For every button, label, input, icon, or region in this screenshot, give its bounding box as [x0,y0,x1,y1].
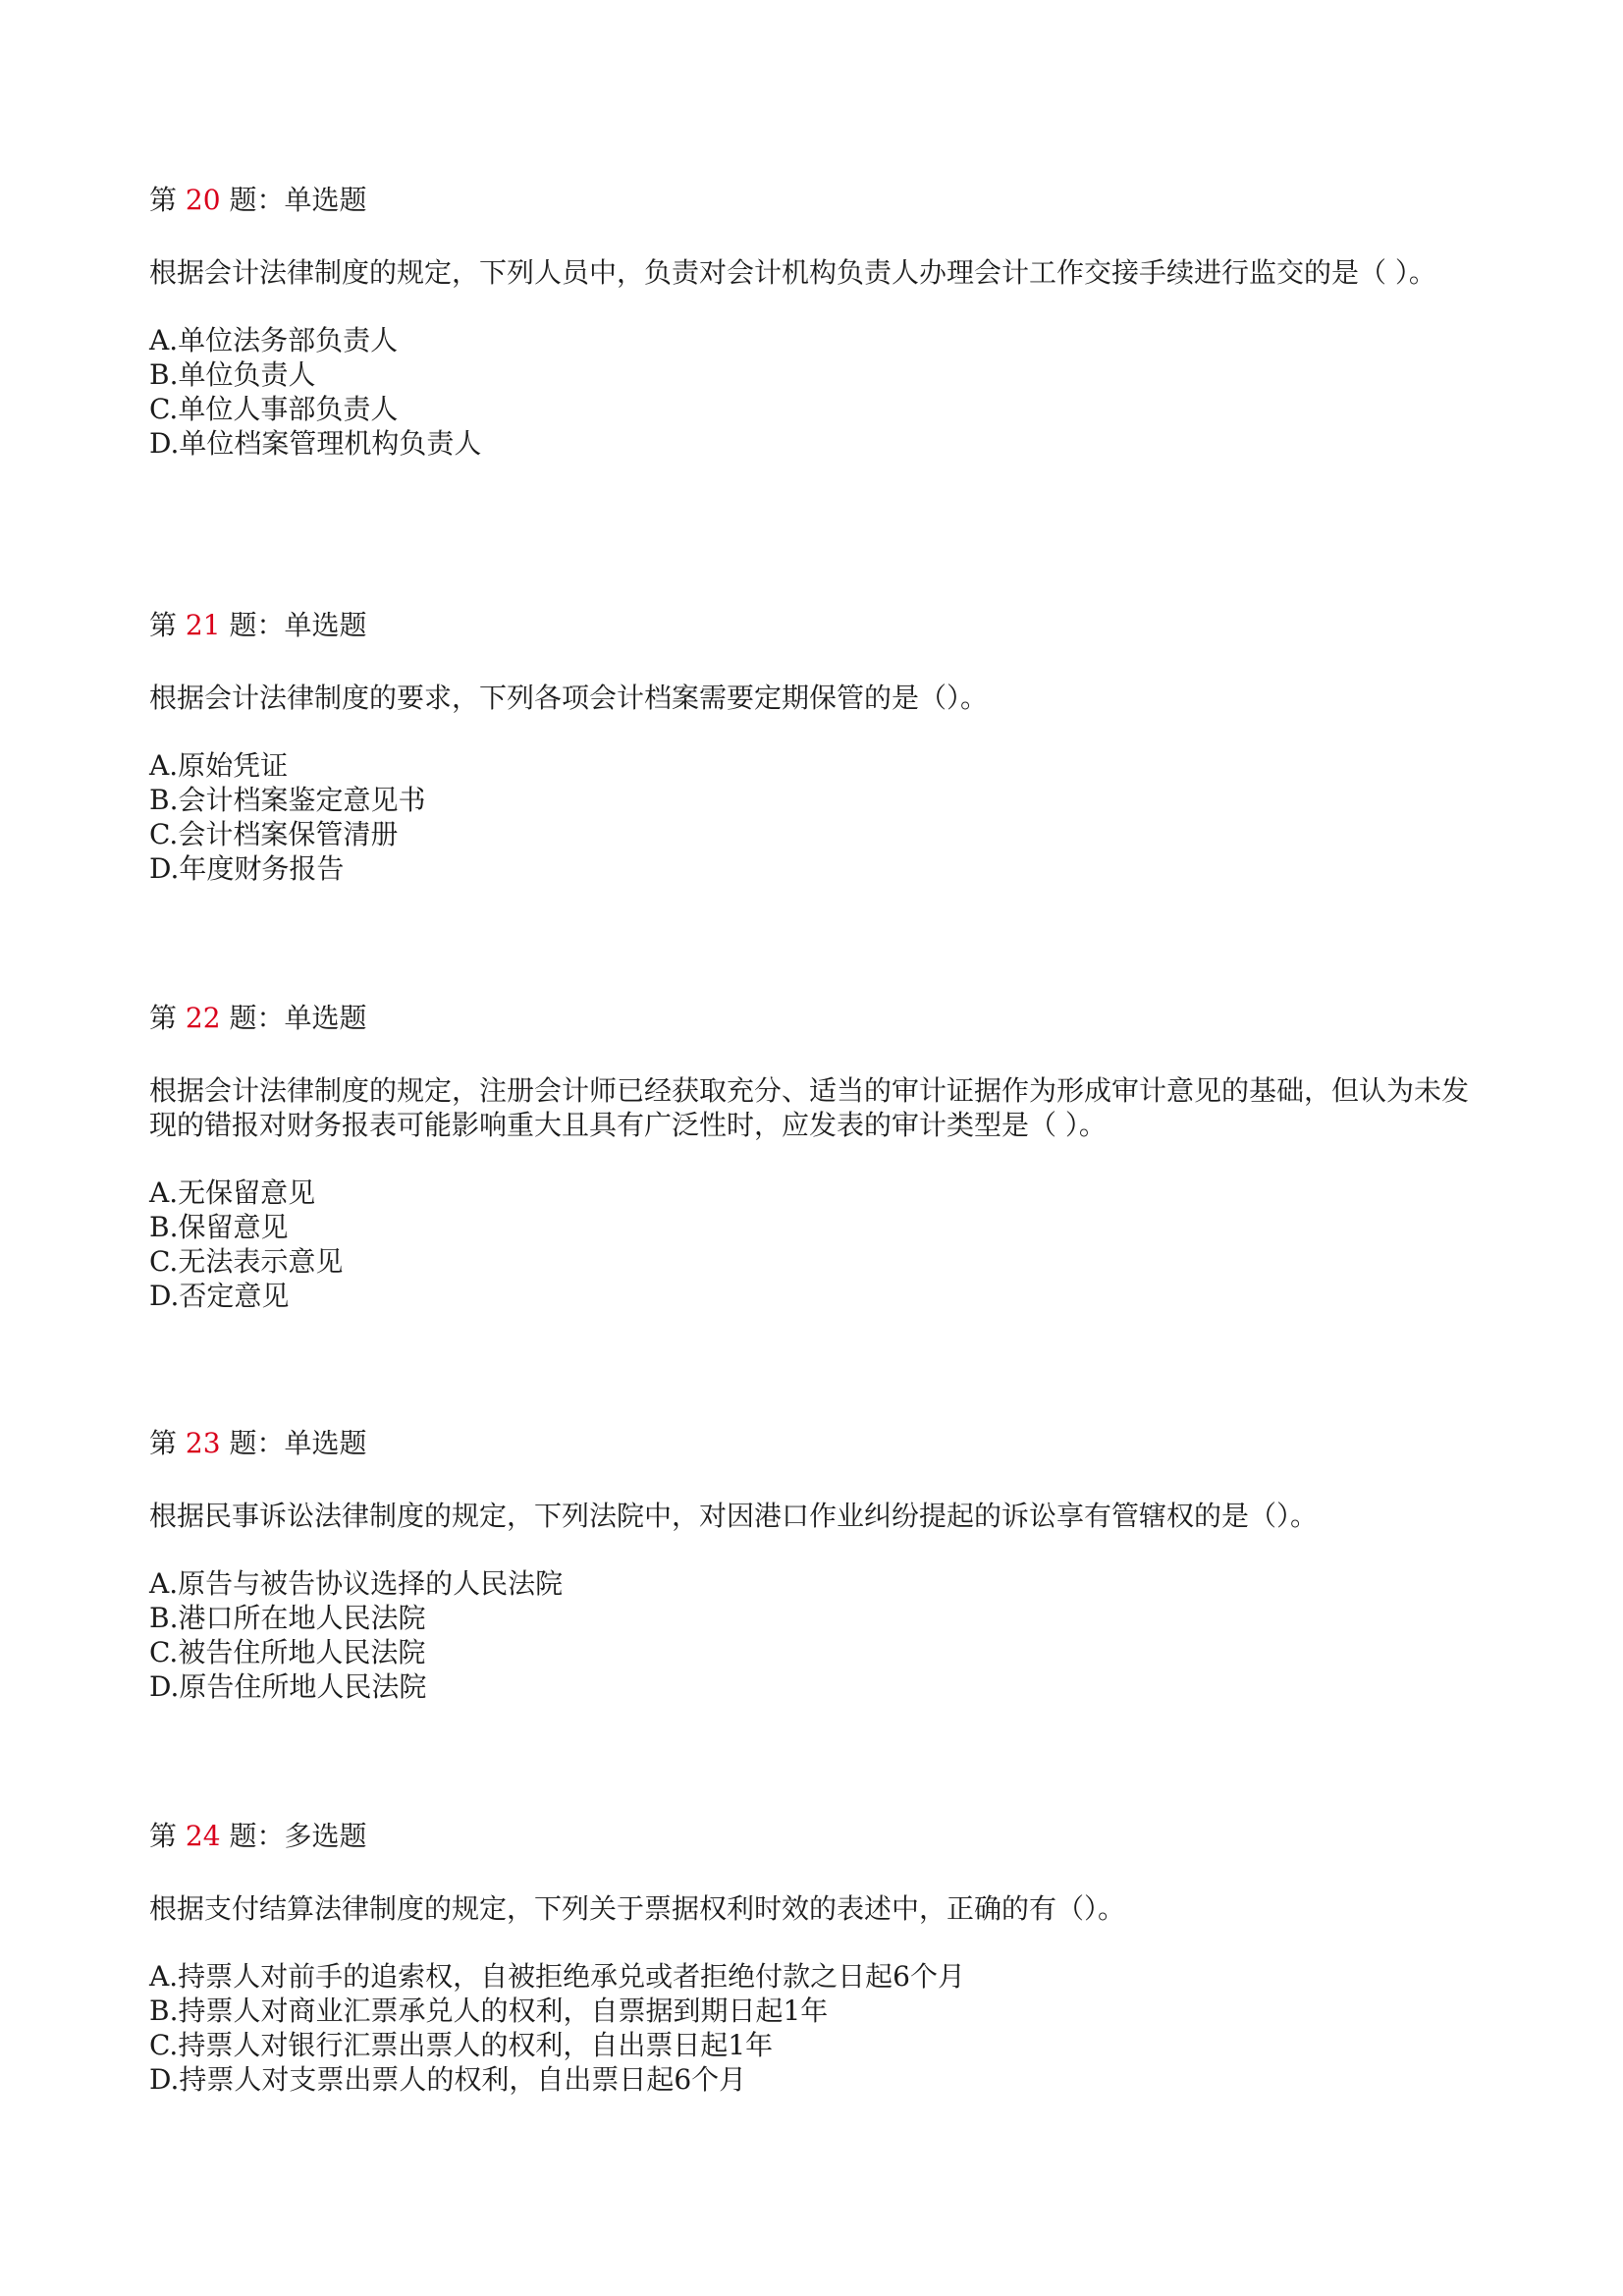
option-d: D.年度财务报告 [149,852,345,885]
question-stem: 根据会计法律制度的规定，注册会计师已经获取充分、适当的审计证据作为形成审计意见的基础，但认为未发现的错报对财务报表可能影响重大且具有广泛性时，应发表的审计类型是（ ）。 [149,1074,1470,1141]
question-stem: 根据民事诉讼法律制度的规定，下列法院中，对因港口作业纠纷提起的诉讼享有管辖权的是（）。 [149,1500,1319,1532]
option-list [149,323,1524,461]
option-list [149,1959,1524,2097]
question-stem: 根据会计法律制度的要求，下列各项会计档案需要定期保管的是（）。 [149,682,989,714]
option-b: B.会计档案鉴定意见书 [149,784,426,816]
option-d: D.持票人对支票出票人的权利，自出票日起6个月 [149,2063,747,2096]
question-header: 第 21 题：单选题 [149,609,367,641]
option-list [149,1175,1524,1313]
question-header: 第 24 题：多选题 [149,1820,367,1852]
option-b: B.保留意见 [149,1211,289,1243]
question-20 [149,184,1524,461]
question-22 [149,1002,1524,1313]
option-a: A.原告与被告协议选择的人民法院 [149,1567,564,1600]
option-a: A.持票人对前手的追索权，自被拒绝承兑或者拒绝付款之日起6个月 [149,1960,965,1993]
question-number: 23 [185,1427,221,1459]
option-list [149,748,1524,886]
question-stem: 根据会计法律制度的规定，下列人员中，负责对会计机构负责人办理会计工作交接手续进行监交的是（ ）。 [149,256,1436,289]
question-header: 第 23 题：单选题 [149,1427,367,1459]
option-d: D.单位档案管理机构负责人 [149,427,482,460]
question-stem: 根据支付结算法律制度的规定，下列关于票据权利时效的表述中，正确的有（）。 [149,1892,1126,1925]
question-number: 24 [185,1820,221,1852]
option-a: A.无保留意见 [149,1176,316,1209]
question-21 [149,609,1524,886]
option-b: B.港口所在地人民法院 [149,1602,426,1634]
option-a: A.单位法务部负责人 [149,324,399,356]
question-24 [149,1820,1524,2097]
option-a: A.原始凭证 [149,749,289,782]
option-b: B.持票人对商业汇票承兑人的权利，自票据到期日起1年 [149,1995,829,2027]
question-number: 22 [185,1002,221,1034]
option-c: C.会计档案保管清册 [149,818,399,850]
question-header: 第 22 题：单选题 [149,1002,367,1034]
question-number: 20 [185,184,221,216]
option-c: C.持票人对银行汇票出票人的权利，自出票日起1年 [149,2029,774,2061]
option-c: C.无法表示意见 [149,1245,344,1278]
option-b: B.单位负责人 [149,358,316,391]
option-d: D.否定意见 [149,1280,290,1312]
option-c: C.单位人事部负责人 [149,393,399,425]
question-header: 第 20 题：单选题 [149,184,367,216]
question-number: 21 [185,609,221,641]
option-c: C.被告住所地人民法院 [149,1636,426,1668]
option-d: D.原告住所地人民法院 [149,1670,427,1703]
option-list [149,1566,1524,1704]
question-23 [149,1427,1524,1704]
